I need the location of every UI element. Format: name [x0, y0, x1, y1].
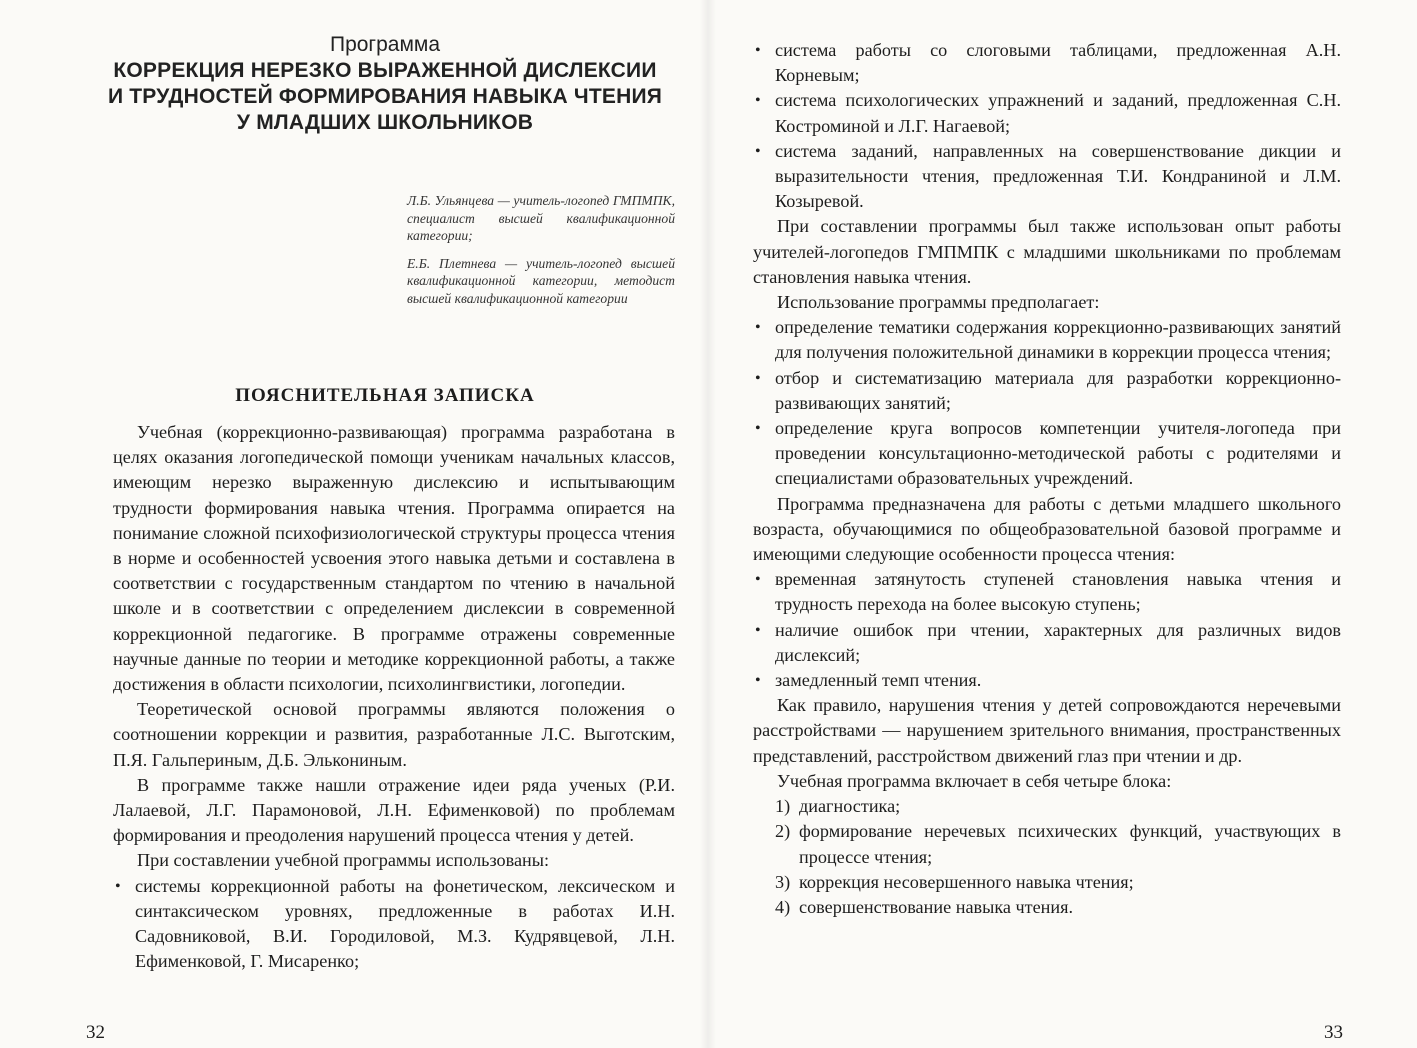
- list-item: • временная затянутость ступеней становления навыка чтения и трудность перехода на более высокую ступень;: [753, 567, 1341, 617]
- left-body-text: [113, 420, 675, 974]
- author-entry: Е.Б. Плетнева — учитель-логопед высшей квалификационной категории, методист высшей квалификационной категории: [407, 255, 675, 306]
- item-text: совершенствование навыка чтения.: [799, 896, 1074, 917]
- item-text: формирование неречевых психических функций, участвующих в процессе чтения;: [799, 821, 1341, 867]
- item-number: 4): [775, 896, 791, 917]
- title-prefix: Программа: [329, 33, 441, 56]
- bullet-list: [113, 874, 675, 975]
- list-item: • замедленный темп чтения.: [753, 668, 1341, 693]
- paragraph: Как правило, нарушения чтения у детей сопровождаются неречевыми расстройствами — нарушением зрительного внимания, пространственных представлений, расстройством движений глаз при чтении и др.: [753, 695, 1341, 766]
- list-item: • системы коррекционной работы на фонетическом, лексическом и синтаксическом уровнях, предложенные в работах И.Н. Садовниковой, В.И. Городиловой, М.З. Кудрявцевой, Л.Н. Ефименковой, Г. Мисаренко;: [113, 874, 675, 975]
- paragraph: При составлении программы был также использован опыт работы учителей-логопедов ГМПМПК с младшими школьниками по проблемам становления навыка чтения.: [753, 216, 1341, 287]
- numbered-item: [753, 895, 1341, 920]
- paragraph: Учебная программа включает в себя четыре блока:: [777, 770, 1172, 791]
- right-body-text: [753, 38, 1341, 920]
- bullet-list: [753, 38, 1341, 214]
- author-entry: Л.Б. Ульянцева — учитель-логопед ГМПМПК, специалист высшей квалификационной категории;: [407, 193, 675, 243]
- numbered-item: [753, 870, 1341, 895]
- item-text: коррекция несовершенного навыка чтения;: [799, 871, 1134, 892]
- authors-block: [407, 192, 675, 317]
- numbered-list: [753, 794, 1341, 920]
- title-line: У МЛАДШИХ ШКОЛЬНИКОВ: [236, 111, 534, 134]
- item-number: 3): [775, 871, 791, 892]
- list-item: • определение круга вопросов компетенции учителя-логопеда при проведении консультационно-методической работы с родителями и специалистами образовательных учреждений.: [753, 416, 1341, 492]
- numbered-item: [753, 819, 1341, 869]
- list-item: • система работы со слоговыми таблицами, предложенная А.Н. Корневым;: [753, 38, 1341, 88]
- paragraph: Учебная (коррекционно-развивающая) программа разработана в целях оказания логопедической помощи ученикам начальных классов, имеющим нерезко выраженную дислексию и испытывающим трудности формирования навыка чтения. Программа опирается на понимание сложной психофизиологической структуры процесса чтения в норме и особенностей усвоения этого навыка детьми и составлена в соответствии с государственным стандартом по чтению в начальной школе и в соответствии с определением дислексии в современной коррекционной педагогике. В программе отражены современные научные данные по теории и методике коррекционной работы, а также достижения в области психологии, психолингвистики, логопедии.: [113, 422, 675, 695]
- page-number: 32: [86, 1022, 105, 1043]
- left-page: [0, 0, 708, 1048]
- list-item: • наличие ошибок при чтении, характерных для различных видов дислексий;: [753, 618, 1341, 668]
- program-title: [90, 32, 680, 136]
- item-text: диагностика;: [799, 796, 901, 817]
- title-line: КОРРЕКЦИЯ НЕРЕЗКО ВЫРАЖЕННОЙ ДИСЛЕКСИИ: [113, 59, 657, 82]
- paragraph: При составлении учебной программы использованы:: [137, 850, 550, 871]
- title-line: И ТРУДНОСТЕЙ ФОРМИРОВАНИЯ НАВЫКА ЧТЕНИЯ: [107, 85, 663, 108]
- bullet-list: [753, 315, 1341, 491]
- page-number: 33: [1324, 1022, 1343, 1043]
- section-heading: ПОЯСНИТЕЛЬНАЯ ЗАПИСКА: [235, 385, 535, 406]
- paragraph: Теоретической основой программы являются положения о соотношении коррекции и развития, разработанные Л.С. Выготским, П.Я. Гальпериным, Д.Б. Элькониным.: [113, 699, 675, 770]
- list-item: • система психологических упражнений и заданий, предложенная С.Н. Костроминой и Л.Г. Нагаевой;: [753, 88, 1341, 138]
- list-item: • отбор и систематизацию материала для разработки коррекционно-развивающих занятий;: [753, 366, 1341, 416]
- item-number: 2): [775, 821, 791, 842]
- paragraph: Программа предназначена для работы с детьми младшего школьного возраста, обучающимися по общеобразовательной базовой программе и имеющими следующие особенности процесса чтения:: [753, 493, 1341, 565]
- bullet-list: [753, 567, 1341, 693]
- numbered-item: [753, 794, 1341, 819]
- paragraph: Использование программы предполагает:: [777, 292, 1100, 313]
- item-number: 1): [775, 796, 791, 817]
- list-item: • система заданий, направленных на совершенствование дикции и выразительности чтения, предложенная Т.И. Кондраниной и Л.М. Козыревой.: [753, 139, 1341, 215]
- right-page: [708, 0, 1417, 1048]
- paragraph: В программе также нашли отражение идеи ряда ученых (Р.И. Лалаевой, Л.Г. Парамоновой, Л.Н. Ефименковой) по проблемам формирования и преодоления нарушений процесса чтения у детей.: [113, 774, 675, 846]
- list-item: • определение тематики содержания коррекционно-развивающих занятий для получения положительной динамики в коррекции процесса чтения;: [753, 315, 1341, 365]
